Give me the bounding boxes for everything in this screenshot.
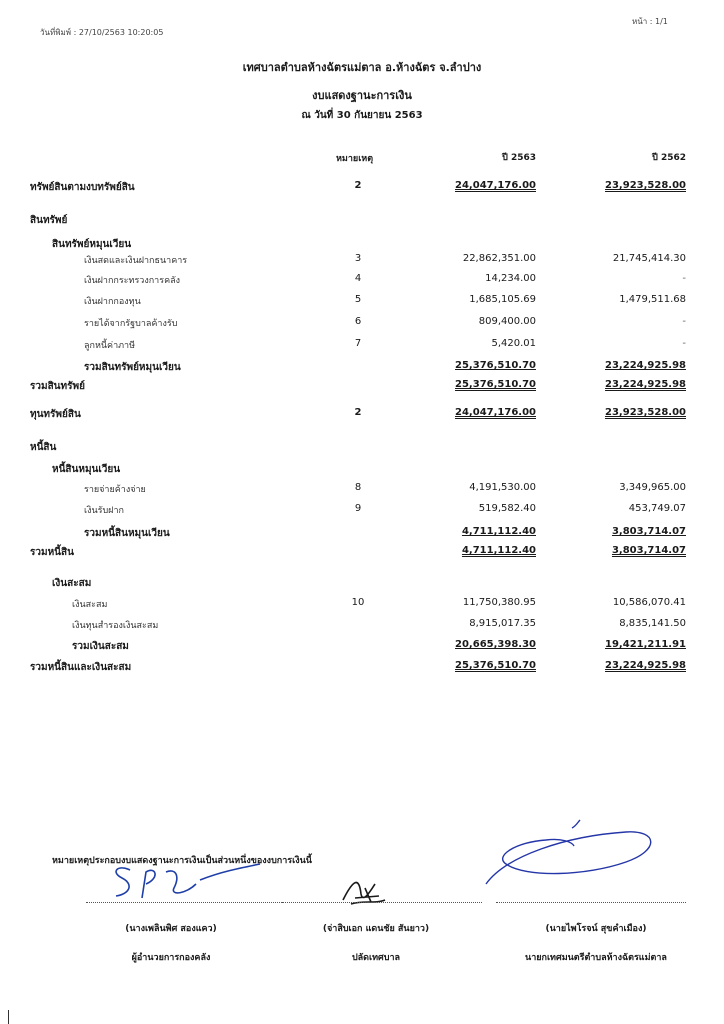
- row-value-2562: 23,224,925.98: [605, 660, 686, 671]
- row-asset-capital: [0, 407, 724, 423]
- row-total-current-liabilities: [0, 526, 724, 542]
- row-liabilities-heading: [0, 440, 724, 456]
- row-value-2563: 4,711,112.40: [461, 545, 536, 556]
- row-label: รายจ่ายค้างจ่าย: [84, 485, 146, 495]
- row-note: 9: [354, 503, 362, 514]
- signature-1-icon: [100, 858, 270, 908]
- row-note: 7: [354, 338, 362, 349]
- row-total-current-assets: [0, 360, 724, 376]
- row-value-2562: 23,923,528.00: [605, 180, 686, 191]
- row-total-liabilities: [0, 545, 724, 561]
- row-total-liabilities-and-funds: [0, 660, 724, 676]
- row-label: รวมหนี้สิน: [30, 547, 74, 558]
- row-value-2562: 21,745,414.30: [612, 253, 686, 264]
- statement-date: ณ วันที่ 30 กันยายน 2563: [301, 110, 423, 121]
- page-edge-mark: [8, 1010, 9, 1024]
- row-value-2562: 23,224,925.98: [605, 360, 686, 371]
- row-total-accumulated-funds: [0, 639, 724, 655]
- print-date: วันที่พิมพ์ : 27/10/2563 10:20:05: [40, 28, 164, 37]
- column-header-2562: ปี 2562: [652, 153, 686, 163]
- statement-title: งบแสดงฐานะการเงิน: [312, 89, 412, 102]
- row-label: รวมหนี้สินและเงินสะสม: [30, 662, 132, 673]
- row-label: เงินฝากกระทรวงการคลัง: [84, 276, 180, 286]
- signature-line: [86, 902, 286, 903]
- column-header-note: หมายเหตุ: [336, 154, 374, 164]
- row-value-2562: -: [682, 338, 686, 349]
- row-value-2562: -: [682, 316, 686, 327]
- row-label: รวมสินทรัพย์: [30, 381, 85, 392]
- row-value-2563: 24,047,176.00: [455, 180, 536, 191]
- row-equity-heading: [0, 576, 724, 592]
- subsection-heading: สินทรัพย์หมุนเวียน: [52, 239, 132, 250]
- row-note: 5: [354, 294, 362, 305]
- row-current-assets-heading: [0, 237, 724, 253]
- row-value-2563: 11,750,380.95: [462, 597, 536, 608]
- row-value-2563: 809,400.00: [478, 316, 536, 327]
- row-value-2563: 4,191,530.00: [469, 482, 536, 493]
- row-fund-deposits: [0, 294, 724, 310]
- row-reserve-funds: [0, 618, 724, 634]
- row-label: เงินสะสม: [72, 600, 108, 610]
- row-value-2562: 19,421,211.91: [605, 639, 686, 650]
- row-value-2563: 1,685,105.69: [469, 294, 536, 305]
- row-cash-and-deposits: [0, 253, 724, 269]
- row-value-2563: 14,234.00: [485, 273, 536, 284]
- row-note: 2: [354, 407, 362, 418]
- signer-1-name: (นางเพลินพิศ สองแคว): [125, 924, 217, 934]
- row-label: ลูกหนี้ค่าภาษี: [84, 341, 136, 351]
- row-value-2562: 3,803,714.07: [611, 545, 686, 556]
- row-treasury-deposits: [0, 273, 724, 289]
- row-label: รายได้จากรัฐบาลค้างรับ: [84, 319, 178, 329]
- column-header-2563: ปี 2563: [502, 153, 536, 163]
- row-assets-per-register: [0, 180, 724, 196]
- row-value-2563: 22,862,351.00: [462, 253, 536, 264]
- signer-2-position: ปลัดเทศบาล: [351, 953, 401, 963]
- row-note: 2: [354, 180, 362, 191]
- row-current-liabilities-heading: [0, 462, 724, 478]
- row-note: 4: [354, 273, 362, 284]
- row-accumulated-funds: [0, 597, 724, 613]
- signer-3-position: นายกเทศมนตรีตำบลห้างฉัตรแม่ตาล: [525, 953, 667, 963]
- organization-title: เทศบาลตำบลห้างฉัตรแม่ตาล อ.ห้างฉัตร จ.ลำปาง: [242, 61, 482, 74]
- row-value-2563: 24,047,176.00: [455, 407, 536, 418]
- row-label: รวมสินทรัพย์หมุนเวียน: [84, 362, 181, 373]
- row-label: ทุนทรัพย์สิน: [30, 409, 81, 420]
- section-heading: เงินสะสม: [52, 578, 92, 589]
- row-value-2562: 3,349,965.00: [619, 482, 686, 493]
- signature-line: [282, 902, 482, 903]
- signer-1-position: ผู้อำนวยการกองคลัง: [131, 953, 211, 963]
- row-assets-heading: [0, 213, 724, 229]
- row-note: 3: [354, 253, 362, 264]
- row-value-2563: 20,665,398.30: [455, 639, 536, 650]
- row-value-2563: 5,420.01: [491, 338, 536, 349]
- row-value-2562: 3,803,714.07: [611, 526, 686, 537]
- section-heading: หนี้สิน: [30, 442, 57, 453]
- row-note: 8: [354, 482, 362, 493]
- row-label: รวมเงินสะสม: [72, 641, 129, 652]
- signer-2-name: (จ่าสิบเอก แดนชัย สันยาว): [322, 924, 430, 934]
- row-tax-receivables: [0, 338, 724, 354]
- row-label: ทรัพย์สินตามงบทรัพย์สิน: [30, 182, 135, 193]
- row-value-2563: 4,711,112.40: [461, 526, 536, 537]
- row-label: รวมหนี้สินหมุนเวียน: [84, 528, 170, 539]
- row-government-receivables: [0, 316, 724, 332]
- row-deposits-received: [0, 503, 724, 519]
- row-value-2562: 8,835,141.50: [619, 618, 686, 629]
- row-value-2563: 519,582.40: [478, 503, 536, 514]
- row-label: เงินรับฝาก: [84, 506, 124, 516]
- row-value-2563: 25,376,510.70: [455, 360, 536, 371]
- row-value-2562: 1,479,511.68: [619, 294, 686, 305]
- row-value-2562: 10,586,070.41: [612, 597, 686, 608]
- row-label: เงินฝากกองทุน: [84, 297, 141, 307]
- signature-2-icon: [335, 870, 395, 910]
- signature-line: [496, 902, 686, 903]
- signer-3-name: (นายไพโรจน์ สุขคำเมือง): [545, 924, 647, 934]
- row-value-2562: 23,224,925.98: [605, 379, 686, 390]
- row-label: เงินทุนสำรองเงินสะสม: [72, 621, 159, 631]
- row-note: 10: [351, 597, 365, 608]
- row-value-2562: -: [682, 273, 686, 284]
- page-number: หน้า : 1/1: [632, 17, 668, 26]
- row-note: 6: [354, 316, 362, 327]
- signature-3-icon: [476, 818, 666, 898]
- row-total-assets: [0, 379, 724, 395]
- footer-note: หมายเหตุประกอบงบแสดงฐานะการเงินเป็นส่วนหนึ่งของงบการเงินนี้: [52, 856, 312, 866]
- row-value-2563: 25,376,510.70: [455, 379, 536, 390]
- row-accrued-expenses: [0, 482, 724, 498]
- row-value-2562: 23,923,528.00: [605, 407, 686, 418]
- row-label: เงินสดและเงินฝากธนาคาร: [84, 256, 188, 266]
- subsection-heading: หนี้สินหมุนเวียน: [52, 464, 121, 475]
- row-value-2563: 8,915,017.35: [469, 618, 536, 629]
- section-heading: สินทรัพย์: [30, 215, 68, 226]
- row-value-2563: 25,376,510.70: [455, 660, 536, 671]
- row-value-2562: 453,749.07: [628, 503, 686, 514]
